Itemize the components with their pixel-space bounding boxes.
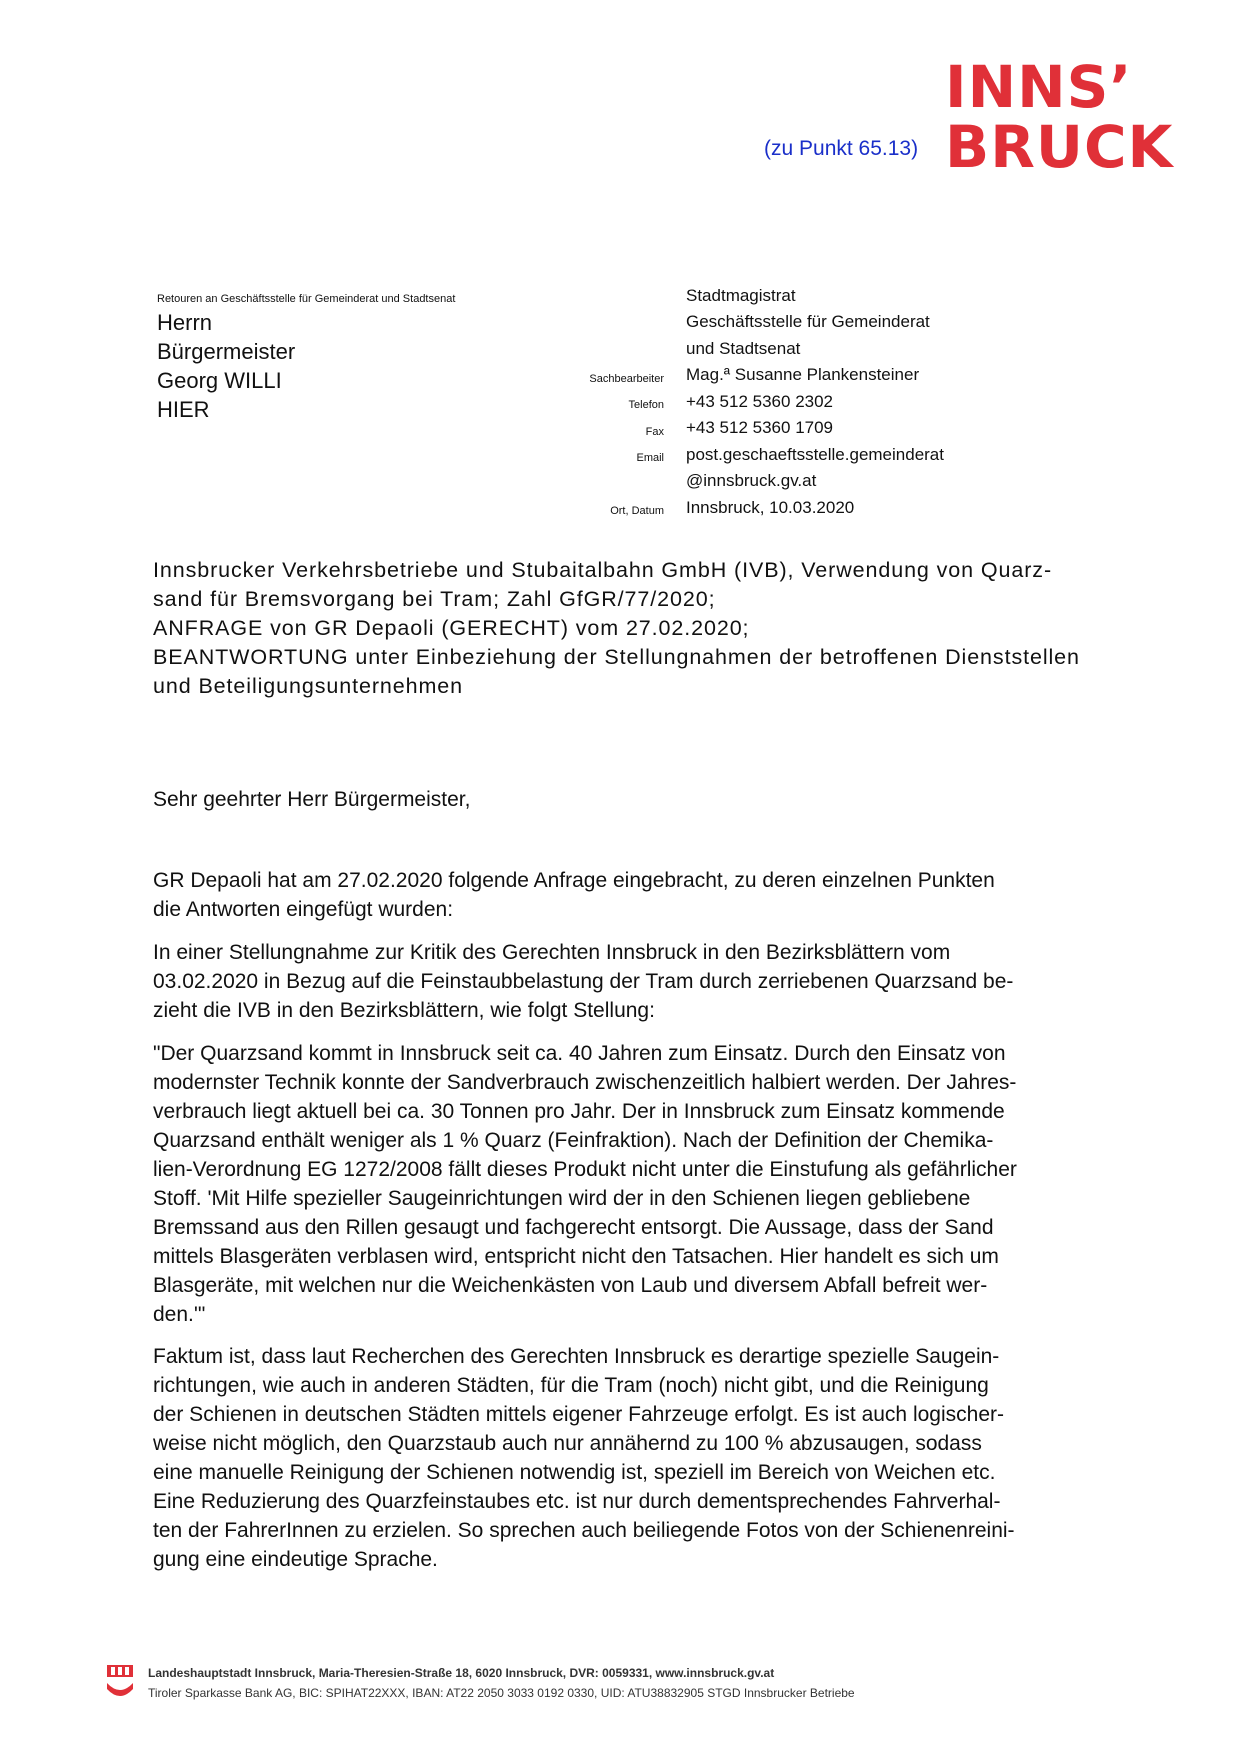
paragraph-context: [153, 938, 1133, 1025]
phone-value: +43 512 5360 2302: [686, 392, 834, 411]
email-value: post.geschaeftsstelle.gemeinderat: [686, 445, 944, 464]
logo-line-1: INNS’: [945, 53, 1133, 121]
addressee-line: Bürgermeister: [157, 339, 296, 364]
email-value-continued: @innsbruck.gv.at: [686, 471, 817, 490]
subject-line: sand für Bremsvorgang bei Tram; Zahl GfGR/77/2020;: [153, 587, 716, 611]
text-line: Eine Reduzierung des Quarzfeinstaubes etc. ist nur durch dementsprechendes Fahrverhal-: [153, 1490, 1001, 1513]
text-line: der Schienen in deutschen Städten mittels eigener Fahrzeuge erfolgt. Es ist auch logischer-: [153, 1403, 1004, 1426]
text-line: die Antworten eingefügt wurden:: [153, 898, 454, 921]
subject-line: und Beteiligungsunternehmen: [153, 674, 463, 698]
text-line: Bremssand aus den Rillen gesaugt und fachgerecht entsorgt. Die Aussage, dass der Sand: [153, 1216, 994, 1239]
addressee-line: Herrn: [157, 310, 213, 335]
addressee-line: Georg WILLI: [157, 368, 282, 393]
text-line: eine manuelle Reinigung der Schienen notwendig ist, speziell im Bereich von Weichen etc.: [153, 1461, 996, 1484]
logo-line-2: BRUCK: [945, 113, 1174, 181]
paragraph-facts: [153, 1342, 1133, 1574]
text-line: richtungen, wie auch in anderen Städten, für die Tram (noch) nicht gibt, und die Reinigung: [153, 1374, 989, 1397]
text-line: Quarzsand enthält weniger als 1 % Quarz (Feinfraktion). Nach der Definition der Chemika-: [153, 1129, 994, 1152]
salutation: Sehr geehrter Herr Bürgermeister,: [153, 788, 471, 811]
text-line: ten der FahrerInnen zu erzielen. So sprechen auch beiliegende Fotos von der Schienenreini-: [153, 1519, 1015, 1542]
text-line: modernster Technik konnte der Sandverbrauch zwischenzeitlich halbiert werden. Der Jahres-: [153, 1071, 1017, 1094]
text-line: In einer Stellungnahme zur Kritik des Gerechten Innsbruck in den Bezirksblättern vom: [153, 941, 951, 964]
office-line: Stadtmagistrat: [686, 286, 796, 305]
text-line: verbrauch liegt aktuell bei ca. 30 Tonnen pro Jahr. Der in Innsbruck zum Einsatz kommende: [153, 1100, 1005, 1123]
text-line: GR Depaoli hat am 27.02.2020 folgende Anfrage eingebracht, zu deren einzelnen Punkten: [153, 869, 995, 892]
subject-line: BEANTWORTUNG unter Einbeziehung der Stellungnahmen der betroffenen Dienststellen: [153, 645, 1080, 669]
subject-line: Innsbrucker Verkehrsbetriebe und Stubaitalbahn GmbH (IVB), Verwendung von Quarz-: [153, 558, 1053, 582]
text-line: Blasgeräte, mit welchen nur die Weichenkästen von Laub und diversem Abfall befreit wer-: [153, 1274, 988, 1297]
place-date-value: Innsbruck, 10.03.2020: [686, 498, 855, 517]
email-label: Email: [636, 452, 664, 464]
phone-label: Telefon: [628, 399, 664, 411]
city-emblem-icon: [105, 1663, 135, 1701]
place-date-label: Ort, Datum: [610, 505, 664, 517]
text-line: Faktum ist, dass laut Recherchen des Gerechten Innsbruck es derartige spezielle Saugein-: [153, 1345, 1000, 1368]
return-address: Retouren an Geschäftsstelle für Gemeinderat und Stadtsenat: [157, 293, 456, 305]
footer-bank: Tiroler Sparkasse Bank AG, BIC: SPIHAT22XXX, IBAN: AT22 2050 3033 0192 0330, UID: ATU38832905 STGD Innsbrucker Betriebe: [148, 1686, 855, 1700]
text-line: weise nicht möglich, den Quarzstaub auch nur annähernd zu 100 % abzusaugen, sodass: [153, 1432, 982, 1455]
text-line: 03.02.2020 in Bezug auf die Feinstaubbelastung der Tram durch zerriebenen Quarzsand be-: [153, 970, 1014, 993]
text-line: Stoff. 'Mit Hilfe spezieller Saugeinrichtungen wird der in den Schienen liegen gebliebene: [153, 1187, 971, 1210]
text-line: zieht die IVB in den Bezirksblättern, wie folgt Stellung:: [153, 999, 655, 1022]
text-line: mittels Blasgeräten verblasen wird, entspricht nicht den Tatsachen. Hier handelt es sich um: [153, 1245, 999, 1268]
addressee-line: HIER: [157, 397, 210, 422]
text-line: lien-Verordnung EG 1272/2008 fällt dieses Produkt nicht unter die Einstufung als gefährlicher: [153, 1158, 1017, 1181]
fax-value: +43 512 5360 1709: [686, 418, 834, 437]
text-line: gung eine eindeutige Sprache.: [153, 1548, 438, 1571]
innsbruck-logo: [945, 53, 1190, 181]
clerk-value: Mag.ª Susanne Plankensteiner: [686, 365, 920, 384]
reference-note: (zu Punkt 65.13): [764, 137, 919, 160]
office-line: und Stadtsenat: [686, 339, 801, 358]
clerk-label: Sachbearbeiter: [589, 373, 664, 385]
footer: [100, 1660, 1100, 1706]
subject-block: [153, 556, 1133, 701]
paragraph-intro: [153, 866, 1133, 924]
fax-label: Fax: [645, 426, 664, 438]
paragraph-quote: [153, 1039, 1133, 1329]
subject-line: ANFRAGE von GR Depaoli (GERECHT) vom 27.02.2020;: [153, 616, 750, 640]
text-line: den.'": [153, 1303, 206, 1326]
footer-address: Landeshauptstadt Innsbruck, Maria-Theresien-Straße 18, 6020 Innsbruck, DVR: 0059331, www.innsbruck.gv.at: [148, 1666, 775, 1680]
text-line: "Der Quarzsand kommt in Innsbruck seit ca. 40 Jahren zum Einsatz. Durch den Einsatz von: [153, 1042, 1006, 1065]
office-line: Geschäftsstelle für Gemeinderat: [686, 312, 930, 331]
